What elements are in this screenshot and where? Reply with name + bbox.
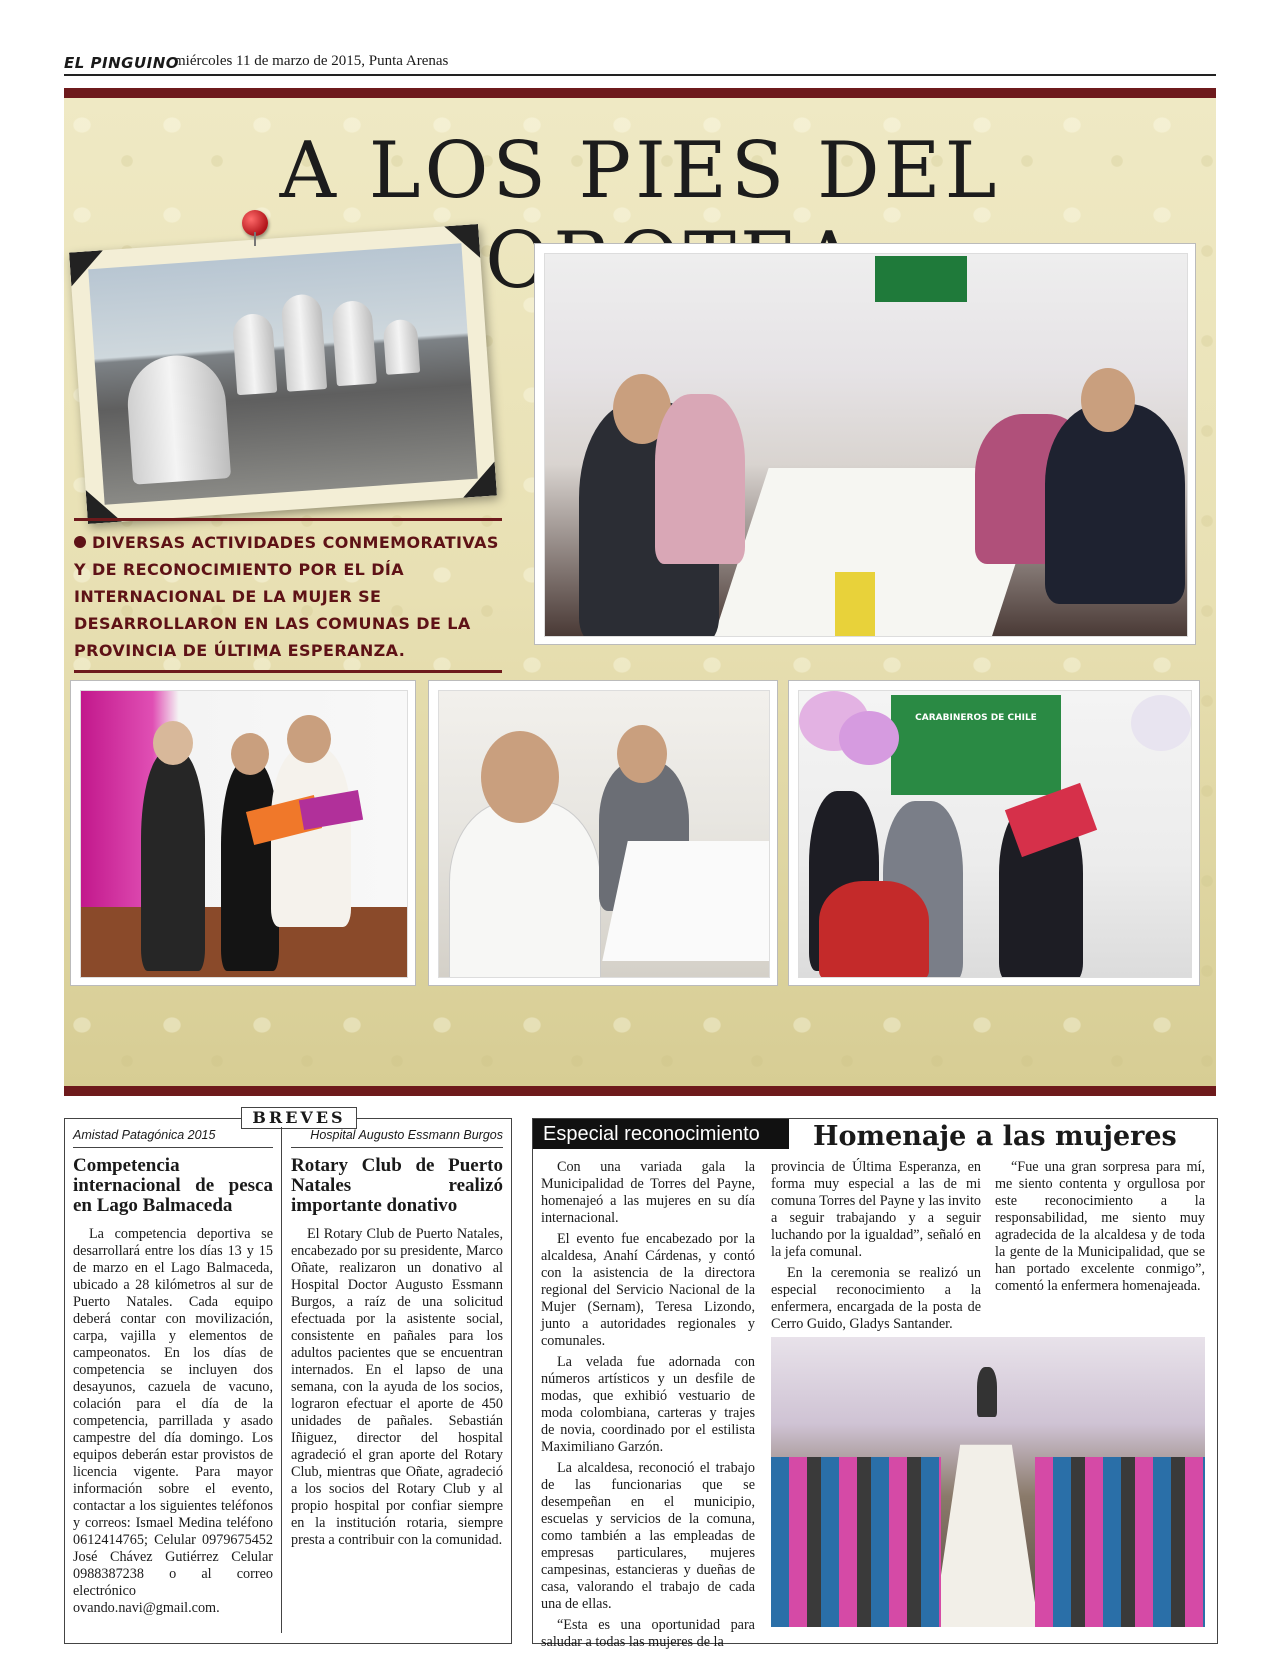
- event-photo-award: [70, 680, 416, 986]
- article-paragraph: La alcaldesa, reconoció el trabajo de las funcionarias que se desempeñan en el municipio, escuelas y servicios de la comuna, como también a las empleadas de empresas particulares, mujeres campesinas, estancieras y dueñas de casa, valorando el trabajo de cada una de ellas.: [541, 1460, 755, 1612]
- guest-head: [153, 721, 193, 765]
- breve-kicker: Hospital Augusto Essmann Burgos: [291, 1127, 503, 1148]
- article-paragraph: La velada fue adornada con números artísticos y un desfile de modas, que exhibió vestuario de moda colombiana, carteras y trajes de novia, coordinado por el estilista Maximiliano Garzón.: [541, 1354, 755, 1455]
- finger-sculpture: [281, 293, 328, 392]
- audience-tables: [771, 1457, 941, 1627]
- event-photo-recognition: [788, 680, 1200, 986]
- breve-body: La competencia deportiva se desarrollará entre los días 13 y 15 de marzo en el Lago Balmaceda, ubicado a 28 kilómetros al sur de Puerto Natales. Cada equipo deberá contar con movilización, carpa, vajilla y elementos de campeonatos. En los días de competencia se incluyen dos desayunos, cazuela de vacuno, colación para el día de la competencia, parrillada y asado campestre del día domingo. Los equipos deberán estar provistos de licencia vigente. Para mayor información sobre el evento, contactar a los siguientes teléfonos y correos: Ismael Medina teléfono 0612414765; Celular 0979675452 José Chávez Gutiérrez Celular 0988387238 o al correo electrónico ovando.navi@gmail.com.: [73, 1226, 273, 1616]
- especial-section: [532, 1118, 1218, 1650]
- guest-head: [1081, 368, 1135, 432]
- section-tag: Especial reconocimiento: [533, 1119, 789, 1149]
- breve-headline: Competencia internacional de pesca en Lago Balmaceda: [73, 1155, 273, 1216]
- monument-image: [88, 243, 478, 505]
- carabineros-flag: CARABINEROS DE CHILE: [891, 695, 1061, 795]
- article-column-1: [541, 1159, 755, 1655]
- breve-kicker: Amistad Patagónica 2015: [73, 1127, 273, 1148]
- breve-headline: Rotary Club de Puerto Natales realizó importante donativo: [291, 1155, 503, 1216]
- monument-photo: [69, 224, 497, 524]
- article-paragraph: En la ceremonia se realizó un especial reconocimiento a la enfermera, encargada de la posta de Cerro Guido, Gladys Santander.: [771, 1265, 981, 1332]
- finger-sculpture: [383, 319, 421, 375]
- guest-head: [481, 731, 559, 823]
- column-divider: [281, 1127, 282, 1633]
- chair-ribbon: [835, 572, 875, 637]
- article-paragraph: Con una variada gala la Municipalidad de Torres del Payne, homenajeó a las mujeres en su día internacional.: [541, 1159, 755, 1226]
- feature-caption: DIVERSAS ACTIVIDADES CONMEMORATIVAS Y DE RECONOCIMIENTO POR EL DÍA INTERNACIONAL DE LA MUJER SE DESARROLLARON EN LAS COMUNAS DE LA PROVINCIA DE ÚLTIMA ESPERANZA.: [74, 518, 502, 673]
- article-paragraph: El evento fue encabezado por la alcaldesa, Anahí Cárdenas, y contó con la asistencia de la directora regional del Servicio Nacional de la Mujer (Sernam), Teresa Lizondo, junto a autoridades regionales y comunales.: [541, 1231, 755, 1349]
- breves-section: [64, 1108, 512, 1644]
- fashion-show-photo: [771, 1337, 1205, 1627]
- guest-head: [231, 733, 269, 775]
- guest: [655, 394, 745, 564]
- bullet-icon: [74, 536, 86, 548]
- article-paragraph: provincia de Última Esperanza, en forma muy especial a las de mi comuna Torres del Payne y las invito a seguir trabajando y a seguir luchando por la igualdad”, señaló en la jefa comunal.: [771, 1159, 981, 1260]
- carabineros-flag: [875, 256, 967, 302]
- feature-panel: [64, 88, 1216, 1096]
- guest: [449, 801, 601, 978]
- balloon: [839, 711, 899, 765]
- guest-head: [617, 725, 667, 783]
- balloon: [1131, 695, 1191, 751]
- page-header: [64, 52, 1216, 76]
- finger-sculpture: [232, 313, 277, 396]
- breve-rotary: [291, 1127, 503, 1549]
- guest: [819, 881, 929, 978]
- finger-sculpture: [331, 300, 377, 387]
- breve-body: El Rotary Club de Puerto Natales, encabezado por su presidente, Marco Oñate, realizaron un donativo al Hospital Doctor Augusto Essmann Burgos, a raíz de una solicitud efectuada por la asistente social, consistente en pañales para los adultos pacientes que se encuentran internados. En el lapso de una semana, con la ayuda de los socios, lograron efectuar el aporte de 450 unidades de pañales. Sebastián Iñiguez, director del hospital agradeció el gran aporte del Rotary Club, mientras que Oñate, agradeció a los socios del Rotary Club y al propio hospital por confiar siempre en la institución rotaria, siempre presta a contribuir con la comunidad.: [291, 1226, 503, 1548]
- newspaper-logo: EL PINGUINO: [64, 54, 180, 72]
- push-pin-icon: [242, 210, 268, 236]
- banquet-table: [602, 841, 770, 961]
- article-column-2: [771, 1159, 981, 1337]
- audience-tables: [1035, 1457, 1205, 1627]
- article-headline: Homenaje a las mujeres: [813, 1121, 1177, 1152]
- breve-fishing: [73, 1127, 273, 1617]
- guest: [141, 751, 205, 971]
- breves-label: BREVES: [241, 1107, 357, 1129]
- article-paragraph: “Fue una gran sorpresa para mí, me siento contenta y orgullosa por este reconocimiento a la responsabilidad, me siento muy agradecida de la alcaldesa y de toda la gente de la Municipalidad, que se han portado excelente conmigo”, comentó la enfermera homenajeada.: [995, 1159, 1205, 1294]
- model: [977, 1367, 997, 1417]
- event-photo-table: [428, 680, 778, 986]
- guest-head: [287, 715, 331, 763]
- event-photo-main: [534, 243, 1196, 645]
- feature-headline: A LOS PIES DEL: [279, 126, 1001, 216]
- guest: [1045, 404, 1185, 604]
- runway: [932, 1445, 1040, 1627]
- finger-sculpture: [125, 352, 232, 485]
- article-column-3: [995, 1159, 1205, 1299]
- dateline: miércoles 11 de marzo de 2015, Punta Arenas: [174, 53, 449, 69]
- article-paragraph: “Esta es una oportunidad para saludar a todas las mujeres de la: [541, 1617, 755, 1650]
